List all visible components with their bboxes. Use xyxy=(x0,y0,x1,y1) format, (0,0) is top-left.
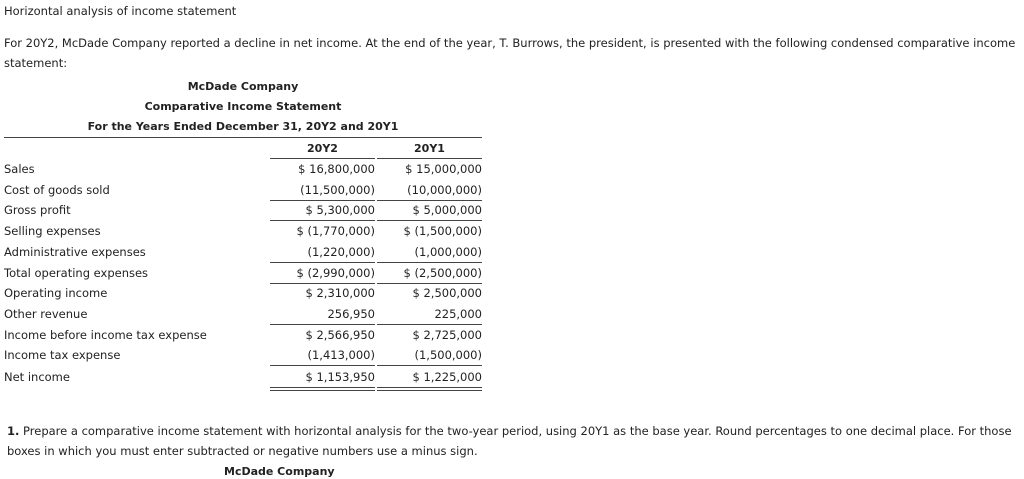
row-value-20y2: $ (1,770,000) xyxy=(296,224,375,238)
subtotal-rule xyxy=(270,324,375,325)
row-value-20y2: $ 1,153,950 xyxy=(305,370,375,384)
row-value-20y1: (1,000,000) xyxy=(414,245,482,259)
row-value-20y1: 225,000 xyxy=(434,307,482,321)
total-double-rule xyxy=(377,387,482,388)
total-double-rule xyxy=(270,390,375,391)
subtotal-rule xyxy=(270,200,375,201)
subtotal-rule xyxy=(377,283,482,284)
column-rule xyxy=(270,158,375,159)
subtotal-rule xyxy=(270,283,375,284)
statement-company: McDade Company xyxy=(187,80,299,93)
row-value-20y2: $ 16,800,000 xyxy=(298,162,375,176)
row-value-20y2: (11,500,000) xyxy=(300,183,375,197)
requirement-number: 1. xyxy=(7,424,20,438)
row-value-20y1: $ (2,500,000) xyxy=(403,266,482,280)
total-double-rule xyxy=(377,390,482,391)
requirement-text xyxy=(7,421,1021,461)
statement-period: For the Years Ended December 31, 20Y2 and 20Y1 xyxy=(87,120,399,133)
row-value-20y1: $ 2,725,000 xyxy=(412,328,482,342)
row-label: Gross profit xyxy=(4,203,71,217)
column-rule xyxy=(377,158,482,159)
row-value-20y2: 256,950 xyxy=(327,307,375,321)
answer-company: McDade Company xyxy=(224,465,335,478)
row-label: Total operating expenses xyxy=(4,266,149,280)
row-value-20y1: $ 15,000,000 xyxy=(405,162,482,176)
header-rule xyxy=(4,137,482,138)
row-value-20y1: (10,000,000) xyxy=(407,183,482,197)
row-label: Net income xyxy=(4,370,70,384)
row-value-20y2: (1,413,000) xyxy=(307,348,375,362)
requirement-body: Prepare a comparative income statement with horizontal analysis for the two-year period, using 20Y1 as the base year. Round percentages to one decimal place. For those boxes in which you must enter subtracted or negative numbers use a minus sign. xyxy=(7,424,1012,458)
statement-title: Comparative Income Statement xyxy=(144,100,342,113)
row-value-20y2: $ (2,990,000) xyxy=(296,266,375,280)
row-value-20y2: $ 2,310,000 xyxy=(305,286,375,300)
row-label: Other revenue xyxy=(4,307,88,321)
subtotal-rule xyxy=(270,365,375,366)
subtotal-rule xyxy=(377,262,482,263)
row-value-20y1: $ 5,000,000 xyxy=(412,203,482,217)
subtotal-rule xyxy=(377,220,482,221)
subtotal-rule xyxy=(377,200,482,201)
row-label: Selling expenses xyxy=(4,224,101,238)
row-label: Operating income xyxy=(4,286,108,300)
total-double-rule xyxy=(270,387,375,388)
row-value-20y1: $ (1,500,000) xyxy=(403,224,482,238)
row-value-20y1: $ 2,500,000 xyxy=(412,286,482,300)
subtotal-rule xyxy=(270,220,375,221)
column-header-20y2: 20Y2 xyxy=(307,142,338,155)
column-header-20y1: 20Y1 xyxy=(414,142,445,155)
row-value-20y2: $ 5,300,000 xyxy=(305,203,375,217)
intro-paragraph: For 20Y2, McDade Company reported a decline in net income. At the end of the year, T. Burrows, the president, is presented with the following condensed comparative income statement: xyxy=(4,36,1016,70)
row-value-20y2: (1,220,000) xyxy=(307,245,375,259)
subtotal-rule xyxy=(377,324,482,325)
row-label: Administrative expenses xyxy=(4,245,146,259)
row-label: Sales xyxy=(4,162,35,176)
row-label: Cost of goods sold xyxy=(4,183,110,197)
subtotal-rule xyxy=(270,262,375,263)
page-title: Horizontal analysis of income statement xyxy=(4,4,237,18)
subtotal-rule xyxy=(377,365,482,366)
row-value-20y1: (1,500,000) xyxy=(414,348,482,362)
row-label: Income before income tax expense xyxy=(4,328,207,342)
row-value-20y2: $ 2,566,950 xyxy=(305,328,375,342)
row-label: Income tax expense xyxy=(4,348,121,362)
row-value-20y1: $ 1,225,000 xyxy=(412,370,482,384)
